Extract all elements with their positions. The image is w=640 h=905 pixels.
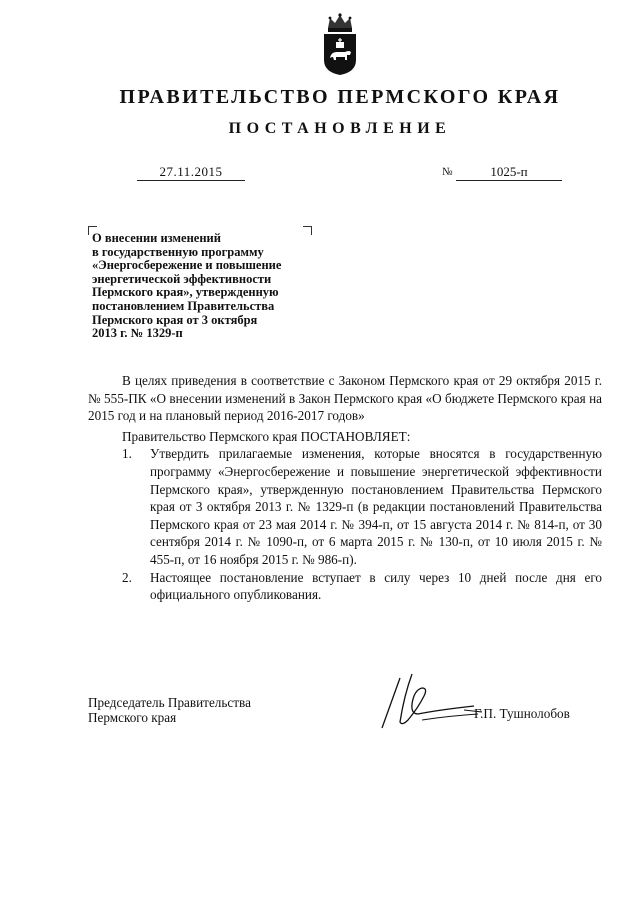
subject-line: постановлением Правительства bbox=[92, 298, 275, 313]
resolve-paragraph: Правительство Пермского края ПОСТАНОВЛЯЕТ: bbox=[122, 428, 411, 444]
position-line: Пермского края bbox=[88, 710, 177, 725]
document-subject bbox=[92, 232, 342, 341]
subject-line: 2013 г. № 1329-п bbox=[92, 326, 183, 341]
handwritten-signature-icon bbox=[378, 670, 488, 732]
perm-krai-coat-of-arms-icon bbox=[318, 12, 362, 76]
document-date: 27.11.2015 bbox=[137, 164, 245, 181]
document-number: 1025-п bbox=[456, 164, 562, 181]
subject-line: «Энергосбережение и повышение bbox=[92, 258, 282, 273]
position-line: Председатель Правительства bbox=[88, 695, 251, 710]
document-type: ПОСТАНОВЛЕНИЕ bbox=[228, 120, 452, 137]
government-title: ПРАВИТЕЛЬСТВО ПЕРМСКОГО КРАЯ bbox=[119, 86, 561, 108]
subject-line: Пермского края», утвержденную bbox=[92, 285, 279, 300]
subject-line: энергетической эффективности bbox=[92, 271, 272, 286]
item-number: 1. bbox=[122, 446, 132, 462]
item-text: Настоящее постановление вступает в силу через 10 дней после дня его официального опубликования. bbox=[150, 569, 602, 603]
signer-name: Г.П. Тушнолобов bbox=[474, 706, 570, 721]
subject-line: в государственную программу bbox=[92, 244, 264, 259]
list-item bbox=[88, 445, 602, 568]
subject-line: Пермского края от 3 октября bbox=[92, 312, 258, 327]
item-number: 2. bbox=[122, 569, 132, 585]
list-item bbox=[88, 569, 602, 604]
number-sign: № bbox=[442, 166, 453, 178]
item-text: Утвердить прилагаемые изменения, которые вносятся в государственную программу «Энергосбережение и повышение энергетической эффективности Пермского края», утвержденную постановлением Правительства Пермского края от 3 октября 2013 г. № 1329-п (в редакции постановлений Правительства Пермского края от 23 мая 2014 г. № 394-п, от 15 августа 2014 г. № 814-п, от 30 сентября 2014 г. № 1090-п, от 6 марта 2015 г. № 130-п, от 10 июля 2015 г. № 455-п, от 16 ноября 2015 г. № 986-п). bbox=[150, 446, 602, 567]
signatory-position bbox=[88, 695, 251, 725]
subject-line: О внесении изменений bbox=[92, 231, 221, 245]
document-body bbox=[88, 372, 602, 604]
intro-paragraph: В целях приведения в соответствие с Законом Пермского края от 29 октября 2015 г. № 555-ПК «О внесении изменений в Закон Пермского края «О бюджете Пермского края на 2015 год и на плановый период 2016-2017 годов» bbox=[88, 373, 602, 424]
